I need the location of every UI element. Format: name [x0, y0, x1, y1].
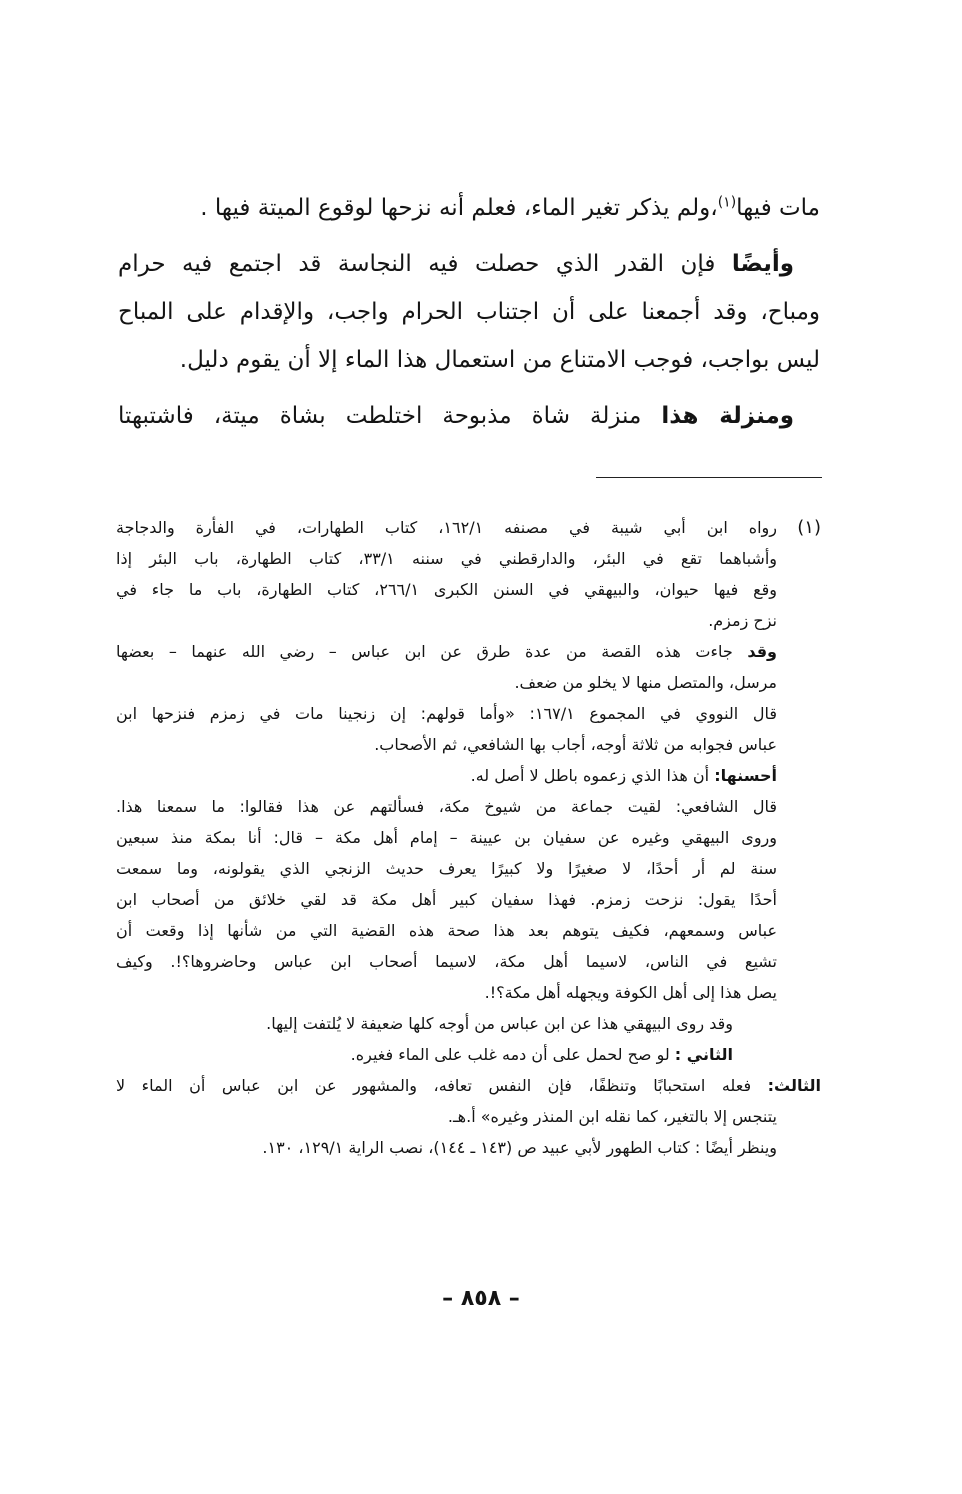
footnote-line: وأشباهما تقع في البئر، والدارقطني في سننه ٣٣/١، كتاب الطهارة، باب البئر إذا: [116, 549, 777, 568]
footnote-lead-word: وقد: [747, 642, 777, 661]
footnote-body: [116, 512, 821, 1163]
paragraph-lead-word: وأيضًا: [731, 251, 795, 277]
main-text-segment: منزلة شاة مذبوحة اختلطت بشاة ميتة، فاشتبهتا: [118, 403, 642, 429]
footnote-line-rest: أن هذا الذي زعموه باطل لا أصل له.: [470, 766, 715, 785]
main-text-segment: فإن القدر الذي حصلت فيه النجاسة قد اجتمع فيه حرام: [118, 251, 716, 277]
footnote-line: نزح زمزم.: [708, 611, 777, 630]
main-text-line: [118, 184, 820, 232]
footnote-line-rest: فعله استحبابًا وتنظفًا، فإن النفس تعافه، والمشهور عن ابن عباس أن الماء لا: [116, 1076, 768, 1095]
footnote-reference[interactable]: (١): [717, 194, 737, 211]
footnote-line: يصل هذا إلى أهل الكوفة ويجهله أهل مكة؟!.: [484, 983, 777, 1002]
footnote-line: وقع فيها حيوان، والبيهقي في السنن الكبرى ٢٦٦/١، كتاب الطهارة، باب ما جاء في: [116, 580, 777, 599]
main-text-segment: ،ولم يذكر تغير الماء، فعلم أنه نزحها لوقوع الميتة فيها .: [200, 195, 718, 221]
footnote-line: يتنجس إلا بالتغير، كما نقله ابن المنذر وغيره» أ.هـ.: [447, 1107, 777, 1126]
footnote-line: تشيع في الناس، لاسيما أهل مكة، لاسيما أصحاب ابن عباس وحاضروها؟!. وكيف: [116, 952, 777, 971]
footnote-line: عباس وسمعهم، فكيف يتوهم بعد هذا صحة هذه القضية التي من شأنها إذا وقعت أن: [116, 921, 777, 940]
footnote-line: قال النووي في المجموع ١٦٧/١: «وأما قولهم: إن زنجينا مات في زمزم فنزحها ابن: [116, 704, 777, 723]
footnote-line: عباس فجوابه من ثلاثة أوجه، أجاب بها الشافعي، ثم الأصحاب.: [374, 735, 777, 754]
main-text-block: [118, 184, 820, 440]
footnote-line: وينظر أيضًا : كتاب الطهور لأبي عبيد ص (١٤٣ ـ ١٤٤)، نصب الراية ١٢٩/١، ١٣٠.: [262, 1138, 777, 1157]
footnote-line: [116, 1039, 777, 1070]
page-number: – ٨٥٨ –: [442, 1286, 520, 1311]
footnote-line-rest: لو صح لحمل على أن دمه غلب على الماء فغيره.: [350, 1045, 675, 1064]
main-text-segment: مات فيها: [736, 195, 820, 221]
footnote-line: [116, 1070, 821, 1101]
main-text-line: [118, 392, 820, 440]
footnote-block: [116, 512, 821, 1163]
footnote-line: [116, 760, 777, 791]
main-text-line: [118, 240, 820, 288]
footnote-separator: [596, 477, 822, 478]
footnote-line: أحدًا يقول: نزحت زمزم. فهذا سفيان كبير أهل مكة قد لقي خلائق من أصحاب ابن: [116, 890, 777, 909]
footnote-line: قال الشافعي: لقيت جماعة من شيوخ مكة، فسألتهم عن هذا فقالوا: ما سمعنا هذا.: [116, 797, 777, 816]
paragraph-lead-word: ومنزلة هذا: [661, 403, 795, 429]
footnote-lead-word: الثاني :: [674, 1045, 733, 1064]
footnote-line: وقد روى البيهقي هذا عن ابن عباس من أوجه كلها ضعيفة لا يُلتفت إليها.: [266, 1014, 733, 1033]
footnote-line: سنة لم أر أحدًا، لا صغيرًا ولا كبيرًا يعرف حديث الزنجي الذي يقولونه، وما سمعت: [116, 859, 777, 878]
main-text-line: ليس بواجب، فوجب الامتناع من استعمال هذا الماء إلا أن يقوم دليل.: [179, 347, 820, 373]
footnote-lead-word: أحسنها:: [714, 766, 777, 785]
footnote-marker: (١): [797, 517, 821, 538]
footnote-lead-word: الثالث:: [767, 1076, 821, 1095]
footnote-line: رواه ابن أبي شيبة في مصنفه ١٦٢/١، كتاب الطهارات، في الفأرة والدجاجة: [116, 518, 777, 537]
footnote-line-rest: جاءت هذه القصة من عدة طرق عن ابن عباس – رضي الله عنهما – بعضها: [116, 642, 748, 661]
footnote-line: [116, 636, 777, 667]
footnote-line: وروى البيهقي وغيره عن سفيان بن عيينة – إمام أهل مكة – قال: أنا بمكة منذ سبعين: [116, 828, 777, 847]
footnote-line: مرسل، والمتصل منها لا يخلو من ضعف.: [514, 673, 777, 692]
main-text-line: ومباح، وقد أجمعنا على أن اجتناب الحرام واجب، والإقدام على المباح: [118, 299, 820, 325]
